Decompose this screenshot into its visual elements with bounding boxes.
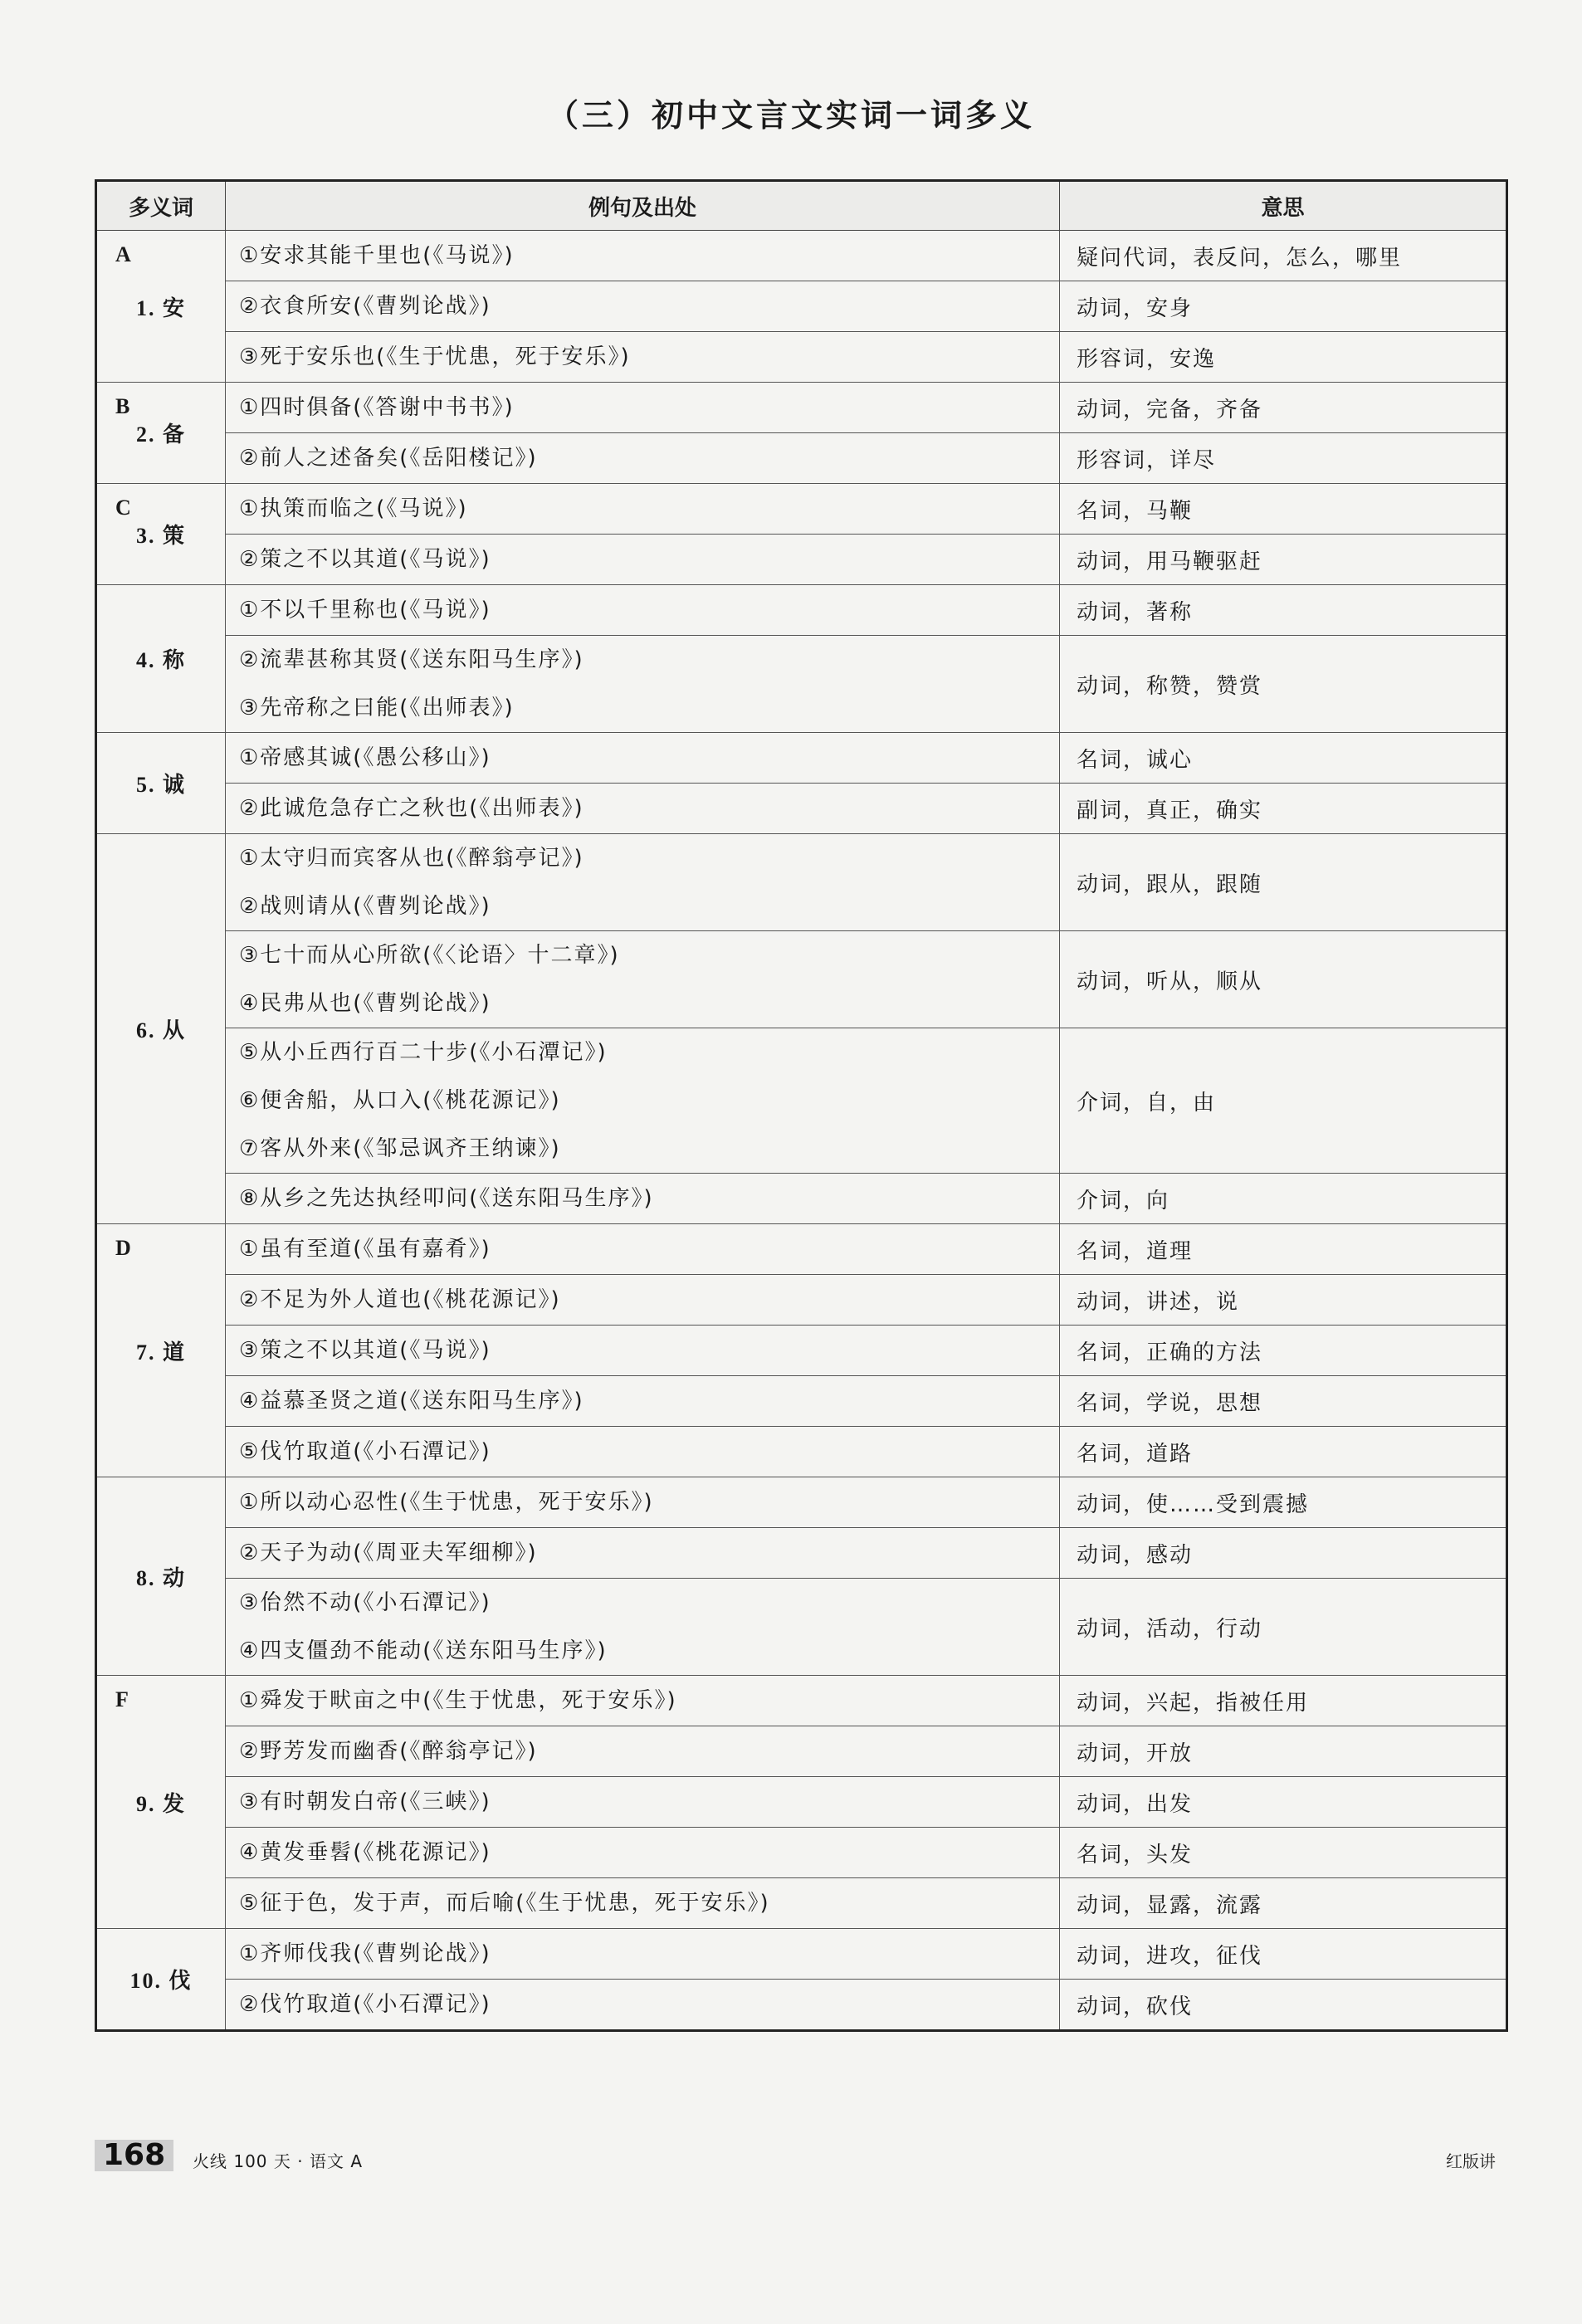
meaning-cell: 动词，跟从，跟随	[1060, 834, 1507, 931]
example-sentence: ①虽有至道(《虽有嘉肴》)	[239, 1237, 491, 1262]
example-sentence: ⑧从乡之先达执经叩问(《送东阳马生序》)	[239, 1186, 654, 1211]
example-cell	[226, 1726, 1060, 1777]
example-sentence: ③七十而从心所欲(《〈论语〉十二章》)	[239, 943, 620, 968]
example-cell	[226, 733, 1060, 784]
meaning-cell: 副词，真正，确实	[1060, 784, 1507, 834]
meaning-cell: 疑问代词，表反问，怎么，哪里	[1060, 231, 1507, 281]
meaning-cell: 介词，向	[1060, 1174, 1507, 1224]
meaning-cell: 动词，使……受到震撼	[1060, 1477, 1507, 1528]
example-cell	[226, 1326, 1060, 1376]
example-cell	[226, 535, 1060, 585]
table-row	[96, 585, 1507, 636]
table-row	[96, 1275, 1507, 1326]
header-meaning: 意思	[1060, 181, 1507, 231]
example-cell	[226, 1929, 1060, 1980]
meaning-cell: 动词，用马鞭驱赶	[1060, 535, 1507, 585]
example-sentence: ③有时朝发白帝(《三峡》)	[239, 1789, 491, 1814]
polysemy-word-cell	[96, 1929, 226, 2031]
table-row	[96, 1174, 1507, 1224]
meaning-cell: 名词，道路	[1060, 1427, 1507, 1477]
polysemy-word: 3. 策	[135, 524, 186, 548]
meaning-cell: 形容词，详尽	[1060, 433, 1507, 484]
meaning-cell: 动词，显露，流露	[1060, 1878, 1507, 1929]
example-cell	[226, 1028, 1060, 1174]
meaning-cell: 动词，完备，齐备	[1060, 383, 1507, 433]
book-title: 火线 100 天 · 语文 A	[193, 2151, 363, 2171]
meaning-cell: 形容词，安逸	[1060, 332, 1507, 383]
header-word: 多义词	[96, 181, 226, 231]
polysemy-word-cell	[96, 733, 226, 834]
polysemy-word: 5. 诚	[135, 773, 186, 797]
table-row	[96, 281, 1507, 332]
table-row	[96, 535, 1507, 585]
example-cell	[226, 433, 1060, 484]
example-sentence: ④四支僵劲不能动(《送东阳马生序》)	[239, 1638, 608, 1663]
table-row	[96, 931, 1507, 1028]
index-letter: A	[115, 242, 133, 266]
meaning-cell: 介词，自，由	[1060, 1028, 1507, 1174]
index-letter: D	[115, 1236, 133, 1260]
index-letter: B	[115, 394, 132, 418]
table-row	[96, 1777, 1507, 1828]
polysemy-word: 2. 备	[135, 422, 186, 447]
example-cell	[226, 585, 1060, 636]
meaning-cell: 动词，称赞，赞赏	[1060, 636, 1507, 733]
edition-label: 红版讲	[1446, 2151, 1496, 2171]
index-letter: C	[115, 496, 133, 520]
meaning-cell: 名词，学说，思想	[1060, 1376, 1507, 1427]
polysemy-word-cell	[96, 231, 226, 383]
example-sentence: ②不足为外人道也(《桃花源记》)	[239, 1287, 561, 1312]
example-sentence: ①不以千里称也(《马说》)	[239, 598, 491, 622]
table-row	[96, 383, 1507, 433]
table-row	[96, 834, 1507, 931]
polysemy-table	[95, 179, 1508, 2032]
example-sentence: ⑦客从外来(《邹忌讽齐王纳谏》)	[239, 1136, 561, 1161]
polysemy-word-cell	[96, 383, 226, 484]
meaning-cell: 动词，讲述，说	[1060, 1275, 1507, 1326]
meaning-cell: 动词，著称	[1060, 585, 1507, 636]
meaning-cell: 动词，安身	[1060, 281, 1507, 332]
meaning-cell: 动词，听从，顺从	[1060, 931, 1507, 1028]
meaning-cell: 名词，头发	[1060, 1828, 1507, 1878]
table-row	[96, 784, 1507, 834]
table-row	[96, 1878, 1507, 1929]
example-sentence: ①四时俱备(《答谢中书书》)	[239, 395, 515, 420]
example-sentence: ①所以动心忍性(《生于忧患，死于安乐》)	[239, 1490, 654, 1515]
table-row	[96, 231, 1507, 281]
table-row	[96, 1828, 1507, 1878]
meaning-cell: 动词，活动，行动	[1060, 1579, 1507, 1676]
example-cell	[226, 1427, 1060, 1477]
header-examples: 例句及出处	[226, 181, 1060, 231]
table-header-row	[96, 181, 1507, 231]
example-cell	[226, 784, 1060, 834]
polysemy-word: 10. 伐	[129, 1969, 193, 1993]
example-cell	[226, 1275, 1060, 1326]
example-cell	[226, 1528, 1060, 1579]
table-row	[96, 484, 1507, 535]
polysemy-word-cell	[96, 1477, 226, 1676]
example-sentence: ①齐师伐我(《曹刿论战》)	[239, 1941, 491, 1966]
example-sentence: ⑥便舍船，从口入(《桃花源记》)	[239, 1088, 561, 1113]
example-cell	[226, 1828, 1060, 1878]
example-cell	[226, 231, 1060, 281]
table-row	[96, 636, 1507, 733]
example-sentence: ③策之不以其道(《马说》)	[239, 1338, 491, 1363]
example-sentence: ④益慕圣贤之道(《送东阳马生序》)	[239, 1389, 584, 1413]
example-cell	[226, 1676, 1060, 1726]
example-cell	[226, 1777, 1060, 1828]
table-row	[96, 1028, 1507, 1174]
polysemy-word-cell	[96, 1224, 226, 1477]
meaning-cell: 动词，进攻，征伐	[1060, 1929, 1507, 1980]
example-cell	[226, 332, 1060, 383]
table-row	[96, 733, 1507, 784]
polysemy-word-cell	[96, 834, 226, 1224]
table-row	[96, 1326, 1507, 1376]
table-row	[96, 1579, 1507, 1676]
example-sentence: ⑤伐竹取道(《小石潭记》)	[239, 1439, 491, 1464]
example-sentence: ②衣食所安(《曹刿论战》)	[239, 294, 491, 319]
example-sentence: ⑤征于色，发于声，而后喻(《生于忧患，死于安乐》)	[239, 1891, 770, 1916]
meaning-cell: 名词，诚心	[1060, 733, 1507, 784]
example-cell	[226, 281, 1060, 332]
example-cell	[226, 383, 1060, 433]
polysemy-word: 4. 称	[135, 648, 186, 672]
page-number: 168	[95, 2140, 173, 2171]
example-sentence: ②野芳发而幽香(《醉翁亭记》)	[239, 1739, 538, 1764]
example-sentence: ③先帝称之曰能(《出师表》)	[239, 696, 515, 720]
polysemy-word: 1. 安	[135, 295, 186, 320]
example-sentence: ②策之不以其道(《马说》)	[239, 547, 491, 572]
meaning-cell: 动词，砍伐	[1060, 1980, 1507, 2031]
meaning-cell: 动词，出发	[1060, 1777, 1507, 1828]
polysemy-word: 8. 动	[135, 1565, 186, 1590]
example-cell	[226, 1878, 1060, 1929]
example-sentence: ①帝感其诚(《愚公移山》)	[239, 745, 491, 770]
example-sentence: ②流辈甚称其贤(《送东阳马生序》)	[239, 647, 584, 672]
example-sentence: ①舜发于畎亩之中(《生于忧患，死于安乐》)	[239, 1688, 677, 1713]
index-letter: F	[115, 1687, 130, 1711]
meaning-cell: 动词，兴起，指被任用	[1060, 1676, 1507, 1726]
table-row	[96, 1427, 1507, 1477]
example-sentence: ②天子为动(《周亚夫军细柳》)	[239, 1540, 538, 1565]
example-cell	[226, 1477, 1060, 1528]
example-cell	[226, 1980, 1060, 2031]
table-row	[96, 1477, 1507, 1528]
meaning-cell: 名词，正确的方法	[1060, 1326, 1507, 1376]
meaning-cell: 动词，开放	[1060, 1726, 1507, 1777]
table-row	[96, 1980, 1507, 2031]
example-sentence: ④黄发垂髫(《桃花源记》)	[239, 1840, 491, 1865]
example-sentence: ③死于安乐也(《生于忧患，死于安乐》)	[239, 344, 631, 369]
example-cell	[226, 1224, 1060, 1275]
example-cell	[226, 636, 1060, 733]
example-sentence: ①执策而临之(《马说》)	[239, 496, 468, 521]
polysemy-word-cell	[96, 585, 226, 733]
polysemy-word-cell	[96, 1676, 226, 1929]
example-sentence: ②战则请从(《曹刿论战》)	[239, 894, 491, 919]
polysemy-word: 6. 从	[135, 1018, 186, 1042]
example-cell	[226, 931, 1060, 1028]
example-sentence: ⑤从小丘西行百二十步(《小石潭记》)	[239, 1040, 608, 1065]
example-cell	[226, 1376, 1060, 1427]
example-cell	[226, 1174, 1060, 1224]
table-row	[96, 1929, 1507, 1980]
page-title: （三）初中文言文实词一词多义	[546, 97, 1035, 134]
example-sentence: ④民弗从也(《曹刿论战》)	[239, 991, 491, 1016]
polysemy-word: 7. 道	[135, 1340, 186, 1365]
example-sentence: ②此诚危急存亡之秋也(《出师表》)	[239, 796, 584, 821]
table-row	[96, 1376, 1507, 1427]
table-row	[96, 1726, 1507, 1777]
example-cell	[226, 1579, 1060, 1676]
example-sentence: ②伐竹取道(《小石潭记》)	[239, 1992, 491, 2017]
meaning-cell: 动词，感动	[1060, 1528, 1507, 1579]
table-row	[96, 1224, 1507, 1275]
example-sentence: ①太守归而宾客从也(《醉翁亭记》)	[239, 846, 584, 871]
meaning-cell: 名词，马鞭	[1060, 484, 1507, 535]
table-row	[96, 433, 1507, 484]
table-row	[96, 1676, 1507, 1726]
example-sentence: ②前人之述备矣(《岳阳楼记》)	[239, 446, 538, 471]
example-sentence: ①安求其能千里也(《马说》)	[239, 243, 515, 268]
polysemy-word-cell	[96, 484, 226, 585]
example-sentence: ③佁然不动(《小石潭记》)	[239, 1590, 491, 1615]
polysemy-word: 9. 发	[135, 1791, 186, 1816]
example-cell	[226, 834, 1060, 931]
example-cell	[226, 484, 1060, 535]
meaning-cell: 名词，道理	[1060, 1224, 1507, 1275]
table-row	[96, 332, 1507, 383]
table-row	[96, 1528, 1507, 1579]
